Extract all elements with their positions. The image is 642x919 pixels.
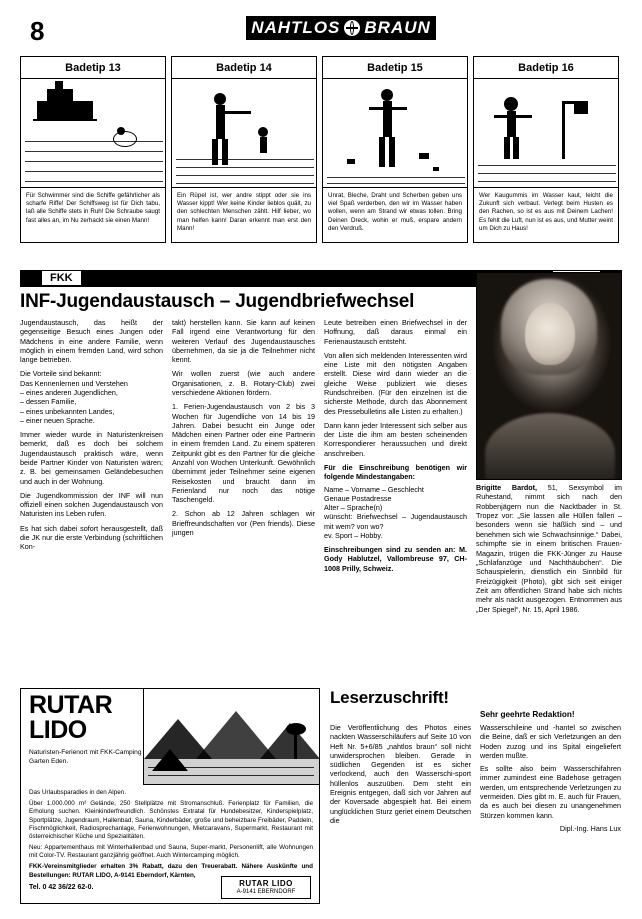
field-hobby: ev. Sport – Hobby.: [324, 530, 383, 540]
advert-line: Neu: Appartementhaus mit Winterhallenbad und Sauna, Super-markt, Personenlift, alle Wohnungen mit Color-TV. Restaurant ganzjährig geöffnet. Auch Wintercamping möglich.: [29, 844, 313, 860]
page-number: 8: [30, 16, 45, 46]
advert-body: [29, 789, 313, 895]
paragraph: Wir wollen zuerst (wie auch andere Organisationen, z. B. Rotary-Club) zwei verschiedene Aktionen fördern.: [172, 369, 315, 397]
reader-letter-salutation: Sehr geehrte Redaktion!: [480, 710, 575, 719]
list-item: – eines unbekannten Landes,: [20, 406, 115, 416]
badetip-title: Badetip 13: [21, 57, 165, 79]
reader-letter-columns: [330, 723, 622, 833]
photo-block: [476, 272, 622, 614]
article-column-2: [172, 318, 315, 578]
ship-and-swimmer-icon: [21, 79, 165, 188]
badetip-title: Badetip 14: [172, 57, 316, 79]
photo-caption: [476, 483, 622, 614]
paragraph: Das Kennenlernen und Verstehen: [20, 378, 128, 388]
article-column-3: [324, 318, 467, 578]
paragraph: takt) herstellen kann. Sie kann auf keinen Fall irgend eine Verantwortung für den weiteren Verlauf des Jugendaustausches übernehmen, da sie ja die Teilnehmer nicht kennt.: [172, 318, 315, 365]
badetip-card: [322, 56, 468, 243]
reader-letter-column-1: [330, 723, 471, 833]
rutar-lido-advert[interactable]: [20, 688, 320, 904]
badetip-caption: Ein Rüpel ist, wer andre stippt oder sie ins Wasser kippt! Wer keine Kinder lieblos quält, zu den schlechten Menschen zählt. Hilf lieber, wo man helfen kann! Daran erkennt man erst den Mann!: [177, 192, 311, 232]
photo-face-shape: [525, 303, 575, 365]
globe-icon: [344, 20, 360, 36]
article-column-1: [20, 318, 163, 578]
article-headline: INF-Jugendaustausch – Jugendbriefwechsel: [20, 291, 415, 312]
badetip-caption: Für Schwimmer sind die Schiffe gefährlicher als scharfe Riffe! Der Schiffsweg ist für Dich tabu, laß alle Schiffe stets in Ruh! Die Schraube saugt fast alles an, im Nu zerhackt sie einen Mann!: [26, 192, 160, 224]
paragraph: Leute betreiben einen Briefwechsel in der Hoffnung, daß daraus einmal ein Ferienaustausch entsteht.: [324, 318, 467, 346]
paragraph: Immer wieder wurde in Naturistenkreisen bemerkt, daß es doch bei solchem Jugendaustausch praktisch wäre, wenn beide Partner Kinder von Naturisten wären; z. B. bei gemeinsamen Geländebesuchen und auch in der Wohnung.: [20, 430, 163, 486]
badetip-caption: Unrat, Bleche, Draht und Scherben geben uns viel Spaß verderben, den wir im Wasser haben wollen, wenn am Strand wir etwas tollen. Bring Deinen Dreck, wohin er muß, erspare andern den Verdruß.: [328, 192, 462, 232]
list-item: – eines anderen Jugendlichen,: [20, 387, 118, 397]
advert-title: [29, 693, 112, 743]
reader-letter: [330, 688, 622, 833]
chewing-gum-diver-icon: [474, 79, 618, 188]
badetip-row: [20, 56, 622, 243]
reader-letter-signature: Dipl.-Ing. Hans Lux: [559, 823, 621, 833]
advert-badge-name: RUTAR LIDO: [239, 878, 293, 888]
badetip-caption: Wer Kaugummis im Wasser kaut, leicht die Zukunft sich verbaut. Verlegt beim Husten es den Rachen, so ist es aus mit Deinem Lachen! Es fehlt die Luft, nun ist es aus, und Mutter weint um Dich zu Haus!: [479, 192, 613, 232]
badetip-title: Badetip 15: [323, 57, 467, 79]
paragraph: Die Jugendkommission der INF will nun offiziell einen solchen Jugendaustausch von Naturisten ins Leben rufen.: [20, 490, 163, 519]
photo-caption-source: Entnommen aus „Der Spiegel“, Nr. 15, April 1986.: [476, 595, 623, 614]
brigitte-bardot-photo: [476, 272, 622, 480]
field-age-language: Alter – Sprache(n): [324, 503, 383, 513]
photo-caption-name: Brigitte Bardot,: [476, 483, 538, 492]
badetip-card: [473, 56, 619, 243]
badetip-card: [171, 56, 317, 243]
reader-letter-headline: Leserzuschrift!: [330, 688, 449, 707]
advert-title-line1: RUTAR: [29, 691, 113, 719]
paragraph: Die Vorteile sind bekannt:: [20, 369, 102, 379]
paragraph: Jugendaustausch, das heißt der gegenseitige Besuch eines Jungen oder Mädchens in eine andere Familie, wenn möglich in einem fremden Land, wird schon lange betrieben.: [20, 318, 163, 365]
paragraph: Wasserschileine und -hantel so zwischen die Beine, daß er sich Verletzungen an den Hoden zuzog und ins Spital eingeliefert werden mußte.: [480, 723, 621, 760]
advert-phone[interactable]: Tel. 0 42 36/22 62-0.: [29, 883, 94, 891]
advert-line: FKK-Vereinsmitglieder erhalten 3% Rabatt, dazu den Treuerabatt. Nähere Auskünfte und Bestellungen: RUTAR LIDO, A-9141 Eberndorf, Kärnten,: [29, 863, 313, 879]
field-address: Genaue Postadresse: [324, 493, 392, 503]
section-label-fkk: FKK: [42, 271, 81, 285]
photo-shoulder-shape: [485, 413, 615, 480]
paragraph: 1. Ferien-Jugendaustausch von 2 bis 3 Wochen für Jugendliche von 14 bis 19 Jahren. Dabei besucht ein Junge oder Mädchen einen Partner oder eine Partnerin in einem fremden Land. Zu einem späteren Zeitpunkt gibt es den Partner für die gleiche Anzahl von Wochen Unterkunft. Gewöhnlich übernimmt jeder Teilnehmer seine eigenen Reisekosten und braucht dann im Ferienland nur noch das nötige Taschengeld.: [172, 402, 315, 505]
advert-line: Über 1.000.000 m² Gelände, 250 Stellplätze mit Stromanschluß. Ferienplatz für Familien, die Erholung suchen. Kleinkinderfreundlich. Schönstes Extratal für Hundebesitzer, Kinderspielplatz, Sportplätze, Jugendraum, Hallenbad, Sauna, Kinderbäder, große und beheizbare Freibäder, Paddeln, Fischmöglichkeit, Radiosprechanlage, Ferienwohnungen, Mietcaravans, Supermarkt, Restaurant mit österreichischer Küche und Spezialitäten.: [29, 800, 313, 840]
logo-text-right: BRAUN: [364, 18, 431, 37]
paragraph: 2. Schon ab 12 Jahren schlagen wir Brieffreundschaften vor (Pen friends). Diese jungen: [172, 509, 315, 537]
paragraph: Von allen sich meldenden Interessenten wird eine Liste mit den nötigsten Angaben erstellt. Diese wird dann wieder an die gleiche Weise publiziert wie dieses Rundschreiben. (Für den einzelnen ist die sicherste Methode, durch das Abonnement des Pressebulletins alle Listen zu erhalten.): [324, 350, 467, 416]
list-item: – dessen Familie,: [20, 397, 77, 407]
bully-pushing-child-icon: [172, 79, 316, 188]
registration-requirements-heading: Für die Einschreibung benötigen wir folgende Mindestangaben:: [324, 462, 467, 482]
advert-line: Das Urlaubsparadies in den Alpen.: [29, 789, 126, 796]
advert-badge-address: A-9141 EBERNDORF: [236, 888, 296, 895]
list-item: – einer neuen Sprache.: [20, 415, 95, 425]
badetip-card: [20, 56, 166, 243]
field-wish: wünscht: Briefwechsel – Jugendaustausch mit wem? von wo?: [324, 512, 467, 531]
badetip-title: Badetip 16: [474, 57, 618, 79]
submission-address: Einschreibungen sind zu senden an: M. Gody Hablutzel, Vallombreuse 97, CH-1008 Prilly, Schweiz.: [324, 545, 467, 573]
logo-text-left: NAHTLOS: [251, 18, 341, 37]
article-body: [20, 318, 468, 578]
reader-letter-column-2: [480, 723, 621, 833]
paragraph: Die Veröffentlichung des Photos eines nackten Wasserschiläufers auf Seite 10 von Heft Nr. 5+6/85 „nahtlos braun“ soll nicht unwidersprochen bleiben. Gerade in südlichen Gegenden ist es sicher verlockend, auch den Wasserschi-sport hüllenlos auszuüben. Dem steht ein Ereignis entgegen, daß sich vor Jahren auf der Koversade abgespielt hat. Bei einem unglücklichen Sturz geriet einem Deutschen die: [330, 723, 471, 825]
paragraph: Es hat sich dabei sofort herausgestellt, daß die JK nur die erste Verbindung (schriftlichen Kon-: [20, 523, 163, 552]
man-with-litter-icon: [323, 79, 467, 188]
paragraph: Es sollte also beim Wasserschifahren immer zumindest eine Badehose getragen werden, um entsprechende Verletzungen zu vermeiden. Dies gibt m. E. auch für Frauen, da es auch bei diesen zu unangenehmen Stürzen kommen kann.: [480, 764, 621, 820]
paragraph: Dann kann jeder Interessent sich selber aus der Liste die ihm am besten scheinenden Korrespondierer heraussuchen und direkt anschreiben.: [324, 420, 467, 458]
masthead: [18, 14, 626, 48]
advert-subtitle: Naturisten-Ferienort mit FKK-Camping Garten Eden.: [29, 749, 142, 765]
photo-caption-text: 51, Sexsymbol im Ruhestand, nimmt sich nach den Robbenjägern nun die Nacktbader in St. Tropez vor: „Sie lassen alle Hüllen fallen – besonders wenn sie häßlich sind – und benehmen sich wie Schwachsinnige.“ Dabei, schimpfte sie in einem britischen Frauen-Magazin, trügen die FKK-Jünger zu Hause „Schlafanzüge und Nachthäubchen“. Die Schauspielerin, dienstlich ein Sinnbild für Freizügigkeit (Photo), gibt sich seit einiger Zeit am öffentlichen Strand habe sich nichts mehr als nackt ausgezogen.: [476, 483, 623, 605]
advert-title-line2: LIDO: [29, 716, 87, 744]
lake-tent-mountains-icon: [143, 689, 319, 785]
field-name: Name – Vorname – Geschlecht: [324, 484, 424, 494]
magazine-logo: [246, 16, 436, 40]
